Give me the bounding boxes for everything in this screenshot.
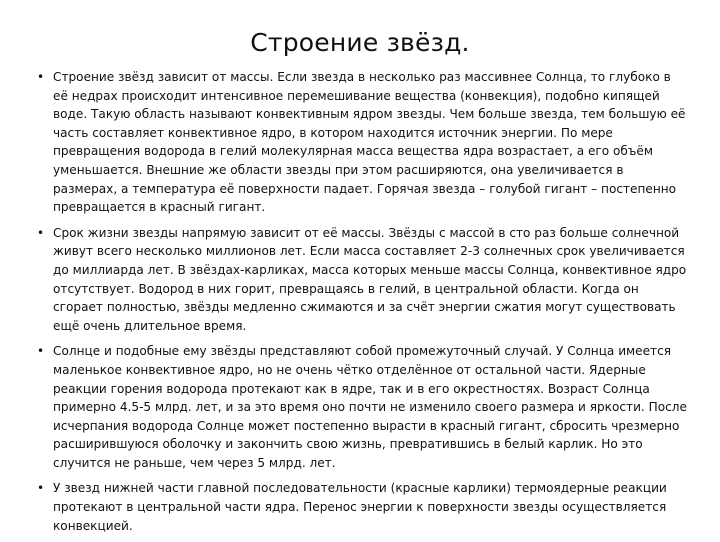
bullet-list [37,68,687,542]
bullet-item [37,342,687,472]
bullet-marker: • [37,344,45,359]
bullet-text: Строение звёзд зависит от массы. Если звезда в несколько раз массивнее Солнца, то глубоко в её недрах происходит интенсивное перемешивание вещества (конвекция), подобно кипящей воде. Такую область называют конвективным ядром звезды. Чем больше звезда, тем большую её часть составляет конвективное ядро, в котором находится источник энергии. По мере превращения водорода в гелий молекулярная масса вещества ядра возрастает, а его объём уменьшается. Внешние же области звезды при этом расширяются, она увеличивается в размерах, а температура её поверхности падает. Горячая звезда – голубой гигант – постепенно превращается в красный гигант. [53,70,686,215]
bullet-item [37,479,687,535]
bullet-text: У звезд нижней части главной последовательности (красные карлики) термоядерные реакции протекают в центральной части ядра. Перенос энергии к поверхности звезды осуществляется конвекцией. [53,481,667,533]
bullet-marker: • [37,481,45,496]
bullet-item [37,68,687,217]
bullet-item [37,224,687,336]
bullet-text: Срок жизни звезды напрямую зависит от её массы. Звёзды с массой в сто раз больше солнечной живут всего несколько миллионов лет. Если масса составляет 2-3 солнечных срок увеличивается до миллиарда лет. В звёздах-карликах, масса которых меньше массы Солнца, конвективное ядро отсутствует. Водород в них горит, превращаясь в гелий, в центральной области. Когда он сгорает полностью, звёзды медленно сжимаются и за счёт энергии сжатия могут существовать ещё очень длительное время. [53,225,687,333]
slide-title: Строение звёзд. [250,28,470,57]
bullet-marker: • [37,70,45,84]
bullet-text: Солнце и подобные ему звёзды представляют собой промежуточный случай. У Солнца имеется маленькое конвективное ядро, но не очень чётко отделённое от остальной части. Ядерные реакции горения водорода протекают как в ядре, так и в его окрестностях. Возраст Солнца примерно 4.5-5 млрд. лет, и за это время оно почти не изменило своего размера и яркости. После исчерпания водорода Солнце может постепенно вырасти в красный гигант, сбросить чрезмерно расширившуюся оболочку и закончить свою жизнь, превратившись в белый карлик. Но это случится не раньше, чем через 5 млрд. лет. [53,344,687,470]
bullet-marker: • [37,225,45,240]
